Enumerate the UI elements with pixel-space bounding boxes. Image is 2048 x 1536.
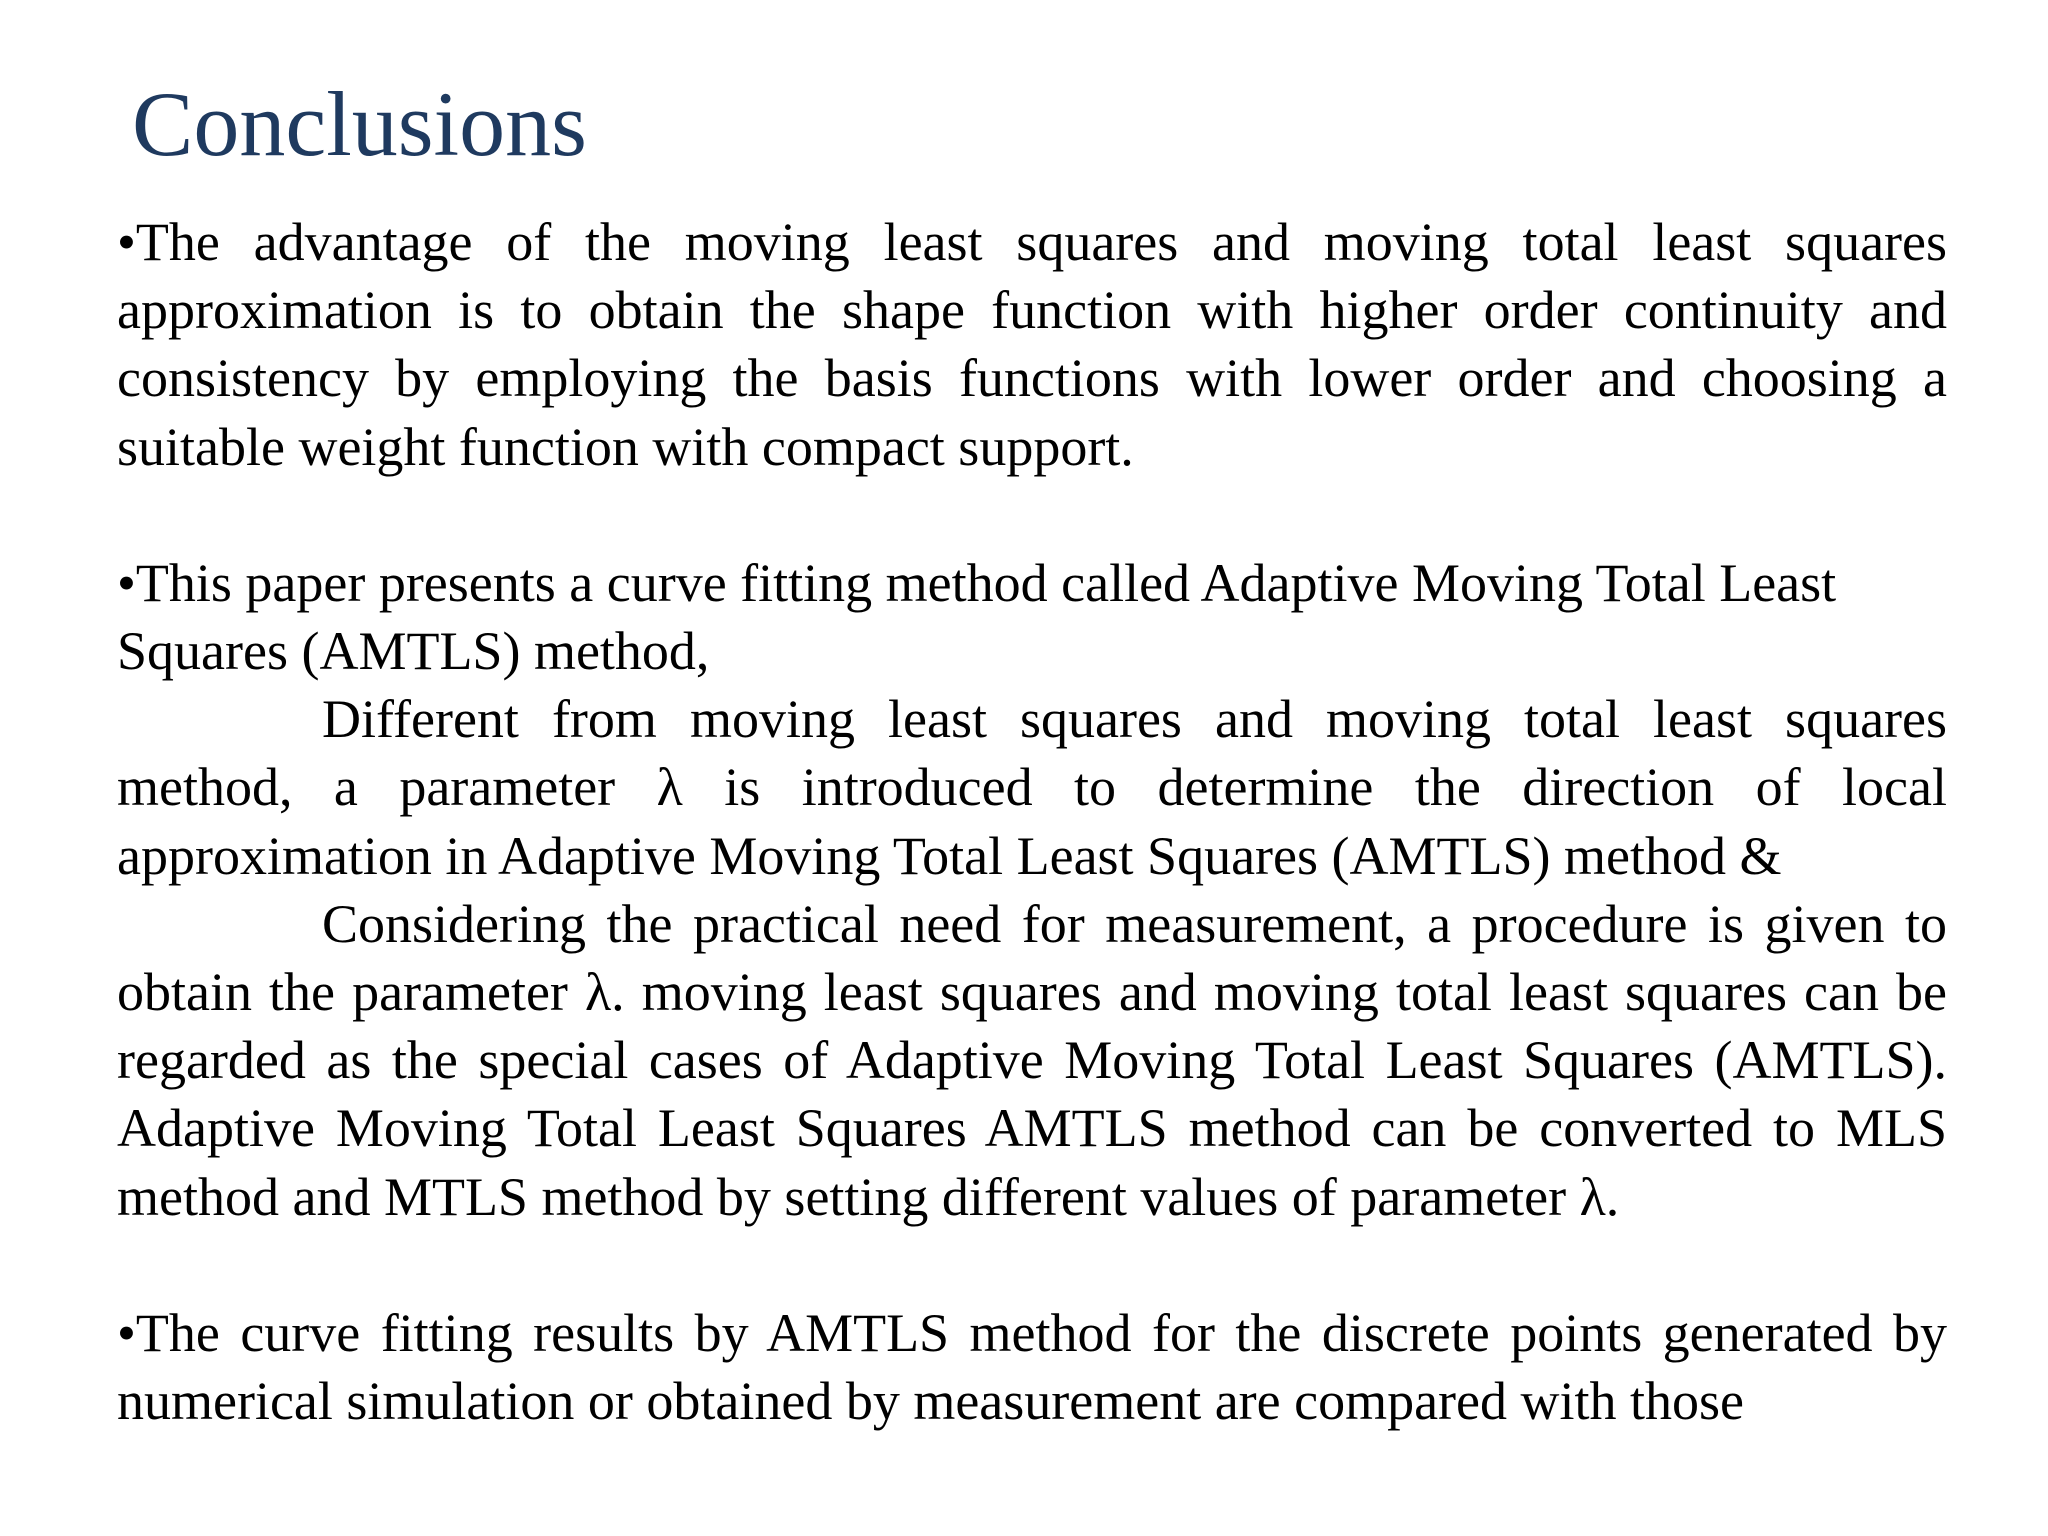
bullet-paragraph-advantage: •The advantage of the moving least squares and moving total least squares approximation is to obtain the shape function with higher order continuity and consistency by employing the basis functions with lower order and choosing a suitable weight function with compact support.: [117, 212, 1947, 477]
bullet-paragraph-results: •The curve fitting results by AMTLS method for the discrete points generated by numerical simulation or obtained by measurement are compared with those: [117, 1302, 1947, 1432]
slide-title: Conclusions: [132, 73, 587, 175]
paragraph-spacer: [117, 1231, 1947, 1299]
slide-body: [117, 208, 1947, 1435]
indented-paragraph-lambda-procedure: Considering the practical need for measurement, a procedure is given to obtain the parameter λ. moving least squares and moving total least squares can be regarded as the special cases of Adaptive Moving Total Least Squares (AMTLS). Adaptive Moving Total Least Squares AMTLS method can be converted to MLS method and MTLS method by setting different values of parameter λ.: [117, 893, 1947, 1227]
paragraph-spacer: [117, 481, 1947, 549]
bullet-paragraph-amtls-intro: •This paper presents a curve fitting method called Adaptive Moving Total Least Squares (AMTLS) method,: [117, 552, 1837, 682]
indented-paragraph-lambda-direction: Different from moving least squares and moving total least squares method, a parameter λ is introduced to determine the direction of local approximation in Adaptive Moving Total Least Squares (AMTLS) method &: [117, 689, 1947, 886]
